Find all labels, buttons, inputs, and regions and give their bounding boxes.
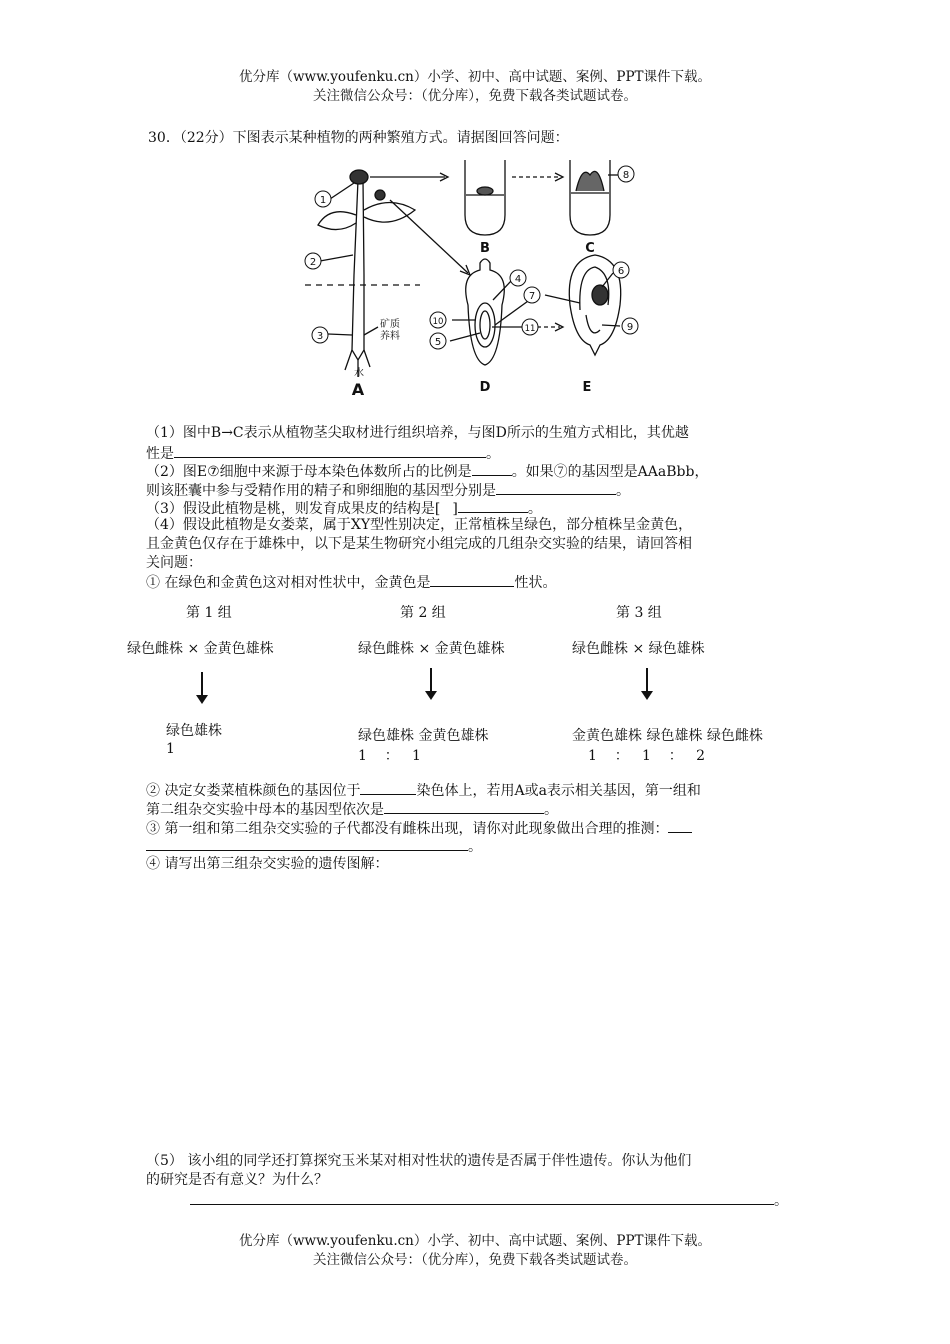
footer-line-2: 关注微信公众号：（优分库），免费下载各类试题试卷。 bbox=[313, 1252, 637, 1268]
answer-blank-4-3a[interactable] bbox=[668, 818, 692, 833]
part-5-answer-line: 。 bbox=[190, 1190, 788, 1210]
answer-blank-4-3b[interactable] bbox=[146, 836, 468, 851]
part-5-line-b: 的研究是否有意义？为什么？ bbox=[146, 1172, 328, 1188]
part-4-line-b: 且金黄色仅存在于雄株中，以下是某生物研究小组完成的几组杂交实验的结果，请回答相 bbox=[146, 536, 692, 552]
label-water: 水 bbox=[354, 368, 364, 379]
group-2-offspring: 绿色雄株 金黄色雄株 bbox=[358, 728, 489, 744]
group-1-cross: 绿色雌株 × 金黄色雄株 bbox=[127, 641, 274, 657]
label-num-3: 3 bbox=[316, 331, 324, 342]
answer-blank-2a[interactable] bbox=[472, 461, 512, 476]
sub-2-line-a: ② 决定女娄菜植株颜色的基因位于 染色体上，若用A或a表示相关基因，第一组和 bbox=[146, 780, 701, 801]
label-d: D bbox=[479, 380, 491, 395]
label-num-8: 8 bbox=[622, 170, 630, 181]
sub-4-line: ④ 请写出第三组杂交实验的遗传图解： bbox=[146, 856, 389, 872]
part-1-line-b: 性是 。 bbox=[146, 443, 500, 464]
answer-blank-5[interactable] bbox=[190, 1190, 774, 1205]
header-line-1: 优分库（www.youfenku.cn）小学、初中、高中试题、案例、PPT课件下载。 bbox=[238, 69, 712, 85]
group-2-title: 第 2 组 bbox=[400, 605, 446, 621]
label-c: C bbox=[585, 241, 595, 256]
label-num-2: 2 bbox=[309, 257, 317, 268]
label-num-1: 1 bbox=[319, 195, 327, 206]
group-1-title: 第 1 组 bbox=[186, 605, 232, 621]
plant-reproduction-figure bbox=[290, 155, 670, 400]
label-num-5: 5 bbox=[434, 337, 442, 348]
group-2-arrow bbox=[430, 668, 432, 698]
part-4-line-a: （4）假设此植物是女娄菜，属于XY型性别决定，正常植株呈绿色，部分植株呈金黄色， bbox=[146, 517, 693, 533]
header-line-2: 关注微信公众号：（优分库），免费下载各类试题试卷。 bbox=[313, 88, 637, 104]
sub-3-line-a: ③ 第一组和第二组杂交实验的子代都没有雌株出现，请你对此现象做出合理的推测： bbox=[146, 818, 692, 839]
part-1-text: 性是 bbox=[146, 446, 174, 462]
answer-blank-3[interactable] bbox=[458, 498, 528, 513]
label-num-7: 7 bbox=[528, 291, 536, 302]
label-mineral-1: 矿质 bbox=[380, 319, 400, 330]
answer-blank-4-2a[interactable] bbox=[360, 780, 416, 795]
label-num-11: 11 bbox=[524, 324, 536, 334]
group-2-ratio: 1 ： 1 bbox=[358, 748, 421, 764]
group-3-ratio: 1 ： 1 ： 2 bbox=[588, 748, 706, 764]
sub-3-line-b: 。 bbox=[146, 836, 482, 857]
answer-blank-2b[interactable] bbox=[496, 480, 616, 495]
group-3-cross: 绿色雌株 × 绿色雄株 bbox=[572, 641, 705, 657]
group-3-arrow bbox=[646, 668, 648, 698]
label-num-10: 10 bbox=[432, 317, 444, 327]
group-1-offspring: 绿色雄株 bbox=[166, 723, 222, 739]
label-a: A bbox=[351, 380, 365, 399]
label-num-6: 6 bbox=[617, 266, 625, 277]
answer-blank-1[interactable] bbox=[174, 443, 486, 458]
answer-blank-4-2b[interactable] bbox=[384, 799, 544, 814]
label-num-4: 4 bbox=[514, 274, 522, 285]
label-mineral-2: 养料 bbox=[380, 331, 400, 342]
group-3-title: 第 3 组 bbox=[616, 605, 662, 621]
label-e: E bbox=[582, 380, 592, 395]
part-4-line-c: 关问题： bbox=[146, 555, 202, 571]
part-1-line-a: （1）图中B→C表示从植物茎尖取材进行组织培养，与图D所示的生殖方式相比，其优越 bbox=[146, 425, 689, 441]
group-3-offspring: 金黄色雄株 绿色雄株 绿色雌株 bbox=[572, 728, 763, 744]
part-3-line: （3）假设此植物是桃，则发育成果皮的结构是[ ] 。 bbox=[146, 498, 542, 519]
answer-blank-4-1[interactable] bbox=[430, 572, 514, 587]
group-2-cross: 绿色雌株 × 金黄色雄株 bbox=[358, 641, 505, 657]
label-b: B bbox=[480, 241, 490, 256]
footer-line-1: 优分库（www.youfenku.cn）小学、初中、高中试题、案例、PPT课件下载。 bbox=[238, 1233, 712, 1249]
group-1-ratio: 1 bbox=[166, 741, 175, 757]
sub-2-line-b: 第二组杂交实验中母本的基因型依次是 。 bbox=[146, 799, 558, 820]
part-2-line-a: （2）图E⑦细胞中来源于母本染色体数所占的比例是 。如果⑦的基因型是AAaBbb， bbox=[146, 461, 708, 482]
part-2-line-b: 则该胚囊中参与受精作用的精子和卵细胞的基因型分别是 。 bbox=[146, 480, 630, 501]
label-num-9: 9 bbox=[626, 322, 634, 333]
group-1-arrow bbox=[201, 672, 203, 702]
sub-1-line: ① 在绿色和金黄色这对相对性状中，金黄色是 性状。 bbox=[146, 572, 556, 593]
question-title: 30．（22分）下图表示某种植物的两种繁殖方式。请据图回答问题： bbox=[148, 130, 569, 146]
part-5-line-a: （5） 该小组的同学还打算探究玉米某对相对性状的遗传是否属于伴性遗传。你认为他们 bbox=[146, 1153, 692, 1169]
